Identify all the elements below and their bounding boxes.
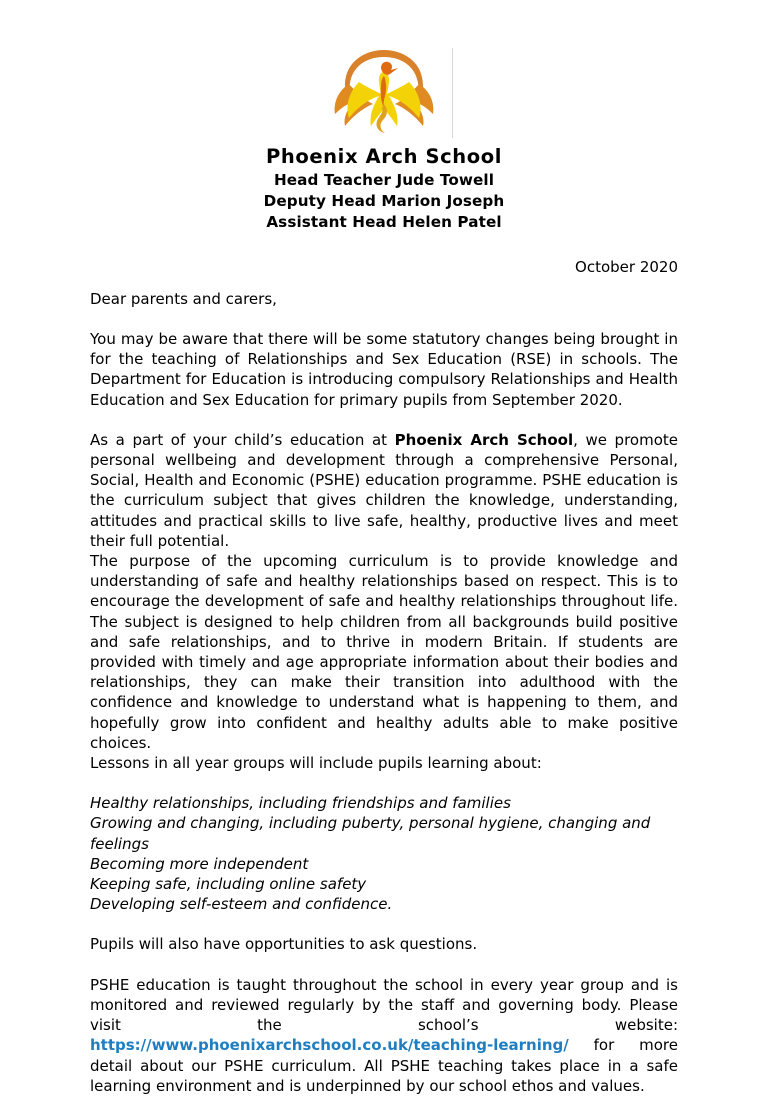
- list-item: Growing and changing, including puberty, personal hygiene, changing and feelings: [90, 814, 651, 853]
- logo-head: [381, 62, 398, 75]
- spacer: [90, 773, 678, 793]
- letter-salutation: Dear parents and carers,: [90, 290, 277, 308]
- list-item: Keeping safe, including online safety: [90, 875, 367, 894]
- staff-head-teacher: Head Teacher Jude Towell: [273, 171, 495, 189]
- para2-text-before: As a part of your child’s education at: [90, 430, 395, 449]
- paragraph-statutory-changes: You may be aware that there will be some statutory changes being brought in for the teaching of Relationships and Sex Education (RSE) in schools. The Department for Education is introducing compulsory Relationships and Health Education and Sex Education for primary pupils from September 2020.: [90, 330, 678, 409]
- spacer: [90, 955, 678, 975]
- para6-text-after: for more detail about our PSHE curriculum. All PSHE teaching takes place in a safe learning environment and is underpinned by our school ethos and values.: [90, 1036, 678, 1095]
- phoenix-logo-svg: [329, 46, 439, 138]
- staff-assistant-head: Assistant Head Helen Patel: [266, 213, 502, 231]
- paragraph-lessons-intro: Lessons in all year groups will include pupils learning about:: [90, 754, 542, 773]
- letterhead: [0, 0, 768, 233]
- school-website-link[interactable]: https://www.phoenixarchschool.co.uk/teaching-learning/: [90, 1036, 569, 1055]
- paragraph-website: [90, 975, 678, 1096]
- spacer: [90, 914, 678, 934]
- para6-text-before: PSHE education is taught throughout the school in every year group and is monitored and reviewed regularly by the staff and governing body. Please visit the school’s website:: [90, 975, 678, 1035]
- logo-divider-rule: [452, 48, 453, 138]
- paragraph-questions: Pupils will also have opportunities to ask questions.: [90, 935, 478, 954]
- staff-deputy-head: Deputy Head Marion Joseph: [263, 192, 505, 210]
- para2-text-after: , we promote personal wellbeing and development through a comprehensive Personal, Social, Health and Economic (PSHE) education programme. PSHE education is the curriculum subject that gives children the knowledge, understanding, attitudes and practical skills to live safe, healthy, productive lives and meet their full potential.: [90, 430, 678, 550]
- phoenix-bird-logo: [329, 46, 439, 138]
- letter-date: October 2020: [575, 258, 678, 276]
- list-item: Becoming more independent: [90, 854, 309, 873]
- list-item: Developing self-esteem and confidence.: [90, 895, 393, 914]
- school-name: Phoenix Arch School: [265, 145, 503, 168]
- spacer: [90, 309, 678, 329]
- paragraph-pshe-programme: [90, 430, 678, 551]
- spacer: [90, 410, 678, 430]
- paragraph-curriculum-purpose: The purpose of the upcoming curriculum is to provide knowledge and understanding of safe and healthy relationships based on respect. This is to encourage the development of safe and healthy relationships throughout life. The subject is designed to help children from all backgrounds build positive and safe relationships, and to thrive in modern Britain. If students are provided with timely and age appropriate information about their bodies and relationships, they can make their transition into adulthood with the confidence and knowledge to understand what is happening to them, and hopefully grow into confident and healthy adults able to make positive choices.: [90, 552, 678, 752]
- list-item: Healthy relationships, including friendships and families: [90, 794, 511, 813]
- letter-body: [90, 257, 678, 1096]
- school-name-inline: Phoenix Arch School: [394, 430, 574, 449]
- topics-list: [90, 793, 678, 914]
